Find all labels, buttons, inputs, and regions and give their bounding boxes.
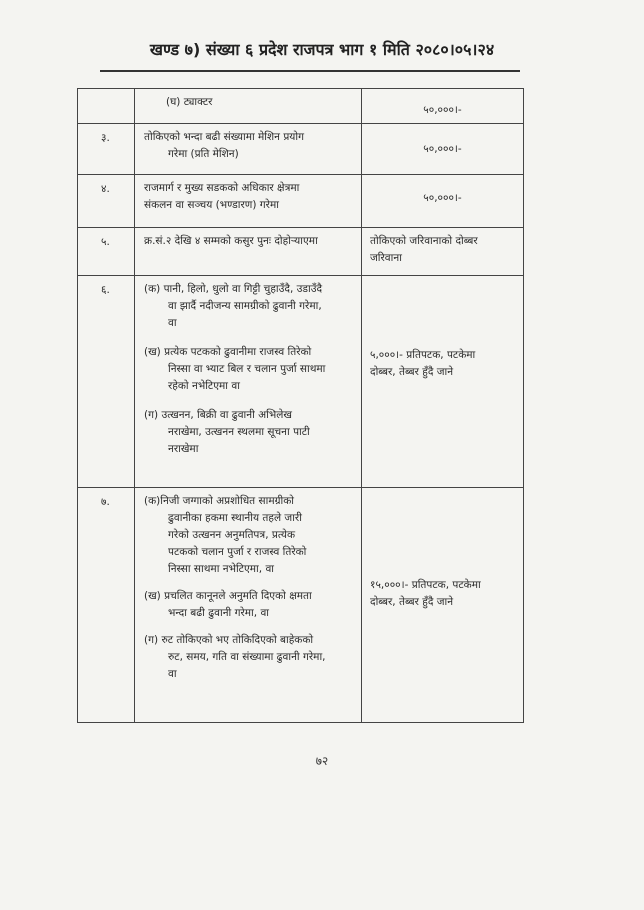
row-offence: (घ) ट्याक्टर [135, 89, 362, 124]
row-fine: ५०,०००।- [362, 124, 524, 175]
sub-clause: (ख) प्रचलित कानूनले अनुमति दिएको क्षमता भन्दा बढी ढुवानी गरेमा, वा [144, 590, 312, 619]
sub-clause: (ख) प्रत्येक पटकको ढुवानीमा राजस्व तिरेको निस्सा वा भ्याट बिल र चलान पुर्जा साथमा रहेको नभेटिएमा वा [144, 346, 326, 392]
page-number: ७२ [315, 754, 329, 768]
header-title: खण्ड ७) संख्या ६ प्रदेश राजपत्र भाग १ मिति २०८०।०५।२४ [149, 40, 495, 59]
row-fine: १५,०००।- प्रतिपटक, पटकेमा दोब्बर, तेब्बर हुँदै जाने [362, 488, 524, 723]
table-row [78, 276, 524, 488]
row-serial: ७. [78, 488, 135, 723]
fines-table [77, 88, 524, 723]
row-offence [135, 276, 362, 488]
row-offence: क्र.सं.२ देखि ४ सम्मको कसुर पुनः दोहोर्‍याएमा [135, 228, 362, 276]
row-serial: ४. [78, 175, 135, 228]
row-serial: ३. [78, 124, 135, 175]
row-fine: तोकिएको जरिवानाको दोब्बर जरिवाना [362, 228, 524, 276]
sub-clause: (क)निजी जग्गाको अप्रशोधित सामग्रीको ढुवानीका हकमा स्थानीय तहले जारी गरेको उत्खनन अनुमतिपत्र, प्रत्येक पटकको चलान पुर्जा र राजस्व तिरेको निस्सा साथमा नभेटिएमा, वा [144, 495, 307, 575]
row-serial: ५. [78, 228, 135, 276]
table-row [78, 89, 524, 124]
sub-clause: (क) पानी, हिलो, धुलो वा गिट्टी चुहाउँदै, उडाउँदै वा झार्दै नदीजन्य सामग्रीको ढुवानी गरेमा, वा [144, 283, 323, 329]
row-offence [135, 488, 362, 723]
sub-clause: (ग) उत्खनन, बिक्री वा ढुवानी अभिलेख नराखेमा, उत्खनन स्थलमा सूचना पाटी नराखेमा [144, 409, 310, 455]
table-row [78, 488, 524, 723]
row-fine: ५०,०००।- [362, 89, 524, 124]
row-offence: राजमार्ग र मुख्य सडकको अधिकार क्षेत्रमा संकलन वा सञ्चय (भण्डारण) गरेमा [135, 175, 362, 228]
header-rule [100, 70, 520, 72]
table-row [78, 124, 524, 175]
gazette-header [0, 38, 644, 60]
table-row [78, 228, 524, 276]
sub-clause: (ग) रुट तोकिएको भए तोकिदिएको बाहेकको रुट, समय, गति वा संख्यामा ढुवानी गरेमा, वा [144, 634, 326, 680]
table-row [78, 175, 524, 228]
row-fine: ५,०००।- प्रतिपटक, पटकेमा दोब्बर, तेब्बर हुँदै जाने [362, 276, 524, 488]
row-serial: ६. [78, 276, 135, 488]
row-serial [78, 89, 135, 124]
row-offence: तोकिएको भन्दा बढी संख्यामा मेशिन प्रयोग गरेमा (प्रति मेशिन) [135, 124, 362, 175]
row-fine: ५०,०००।- [362, 175, 524, 228]
